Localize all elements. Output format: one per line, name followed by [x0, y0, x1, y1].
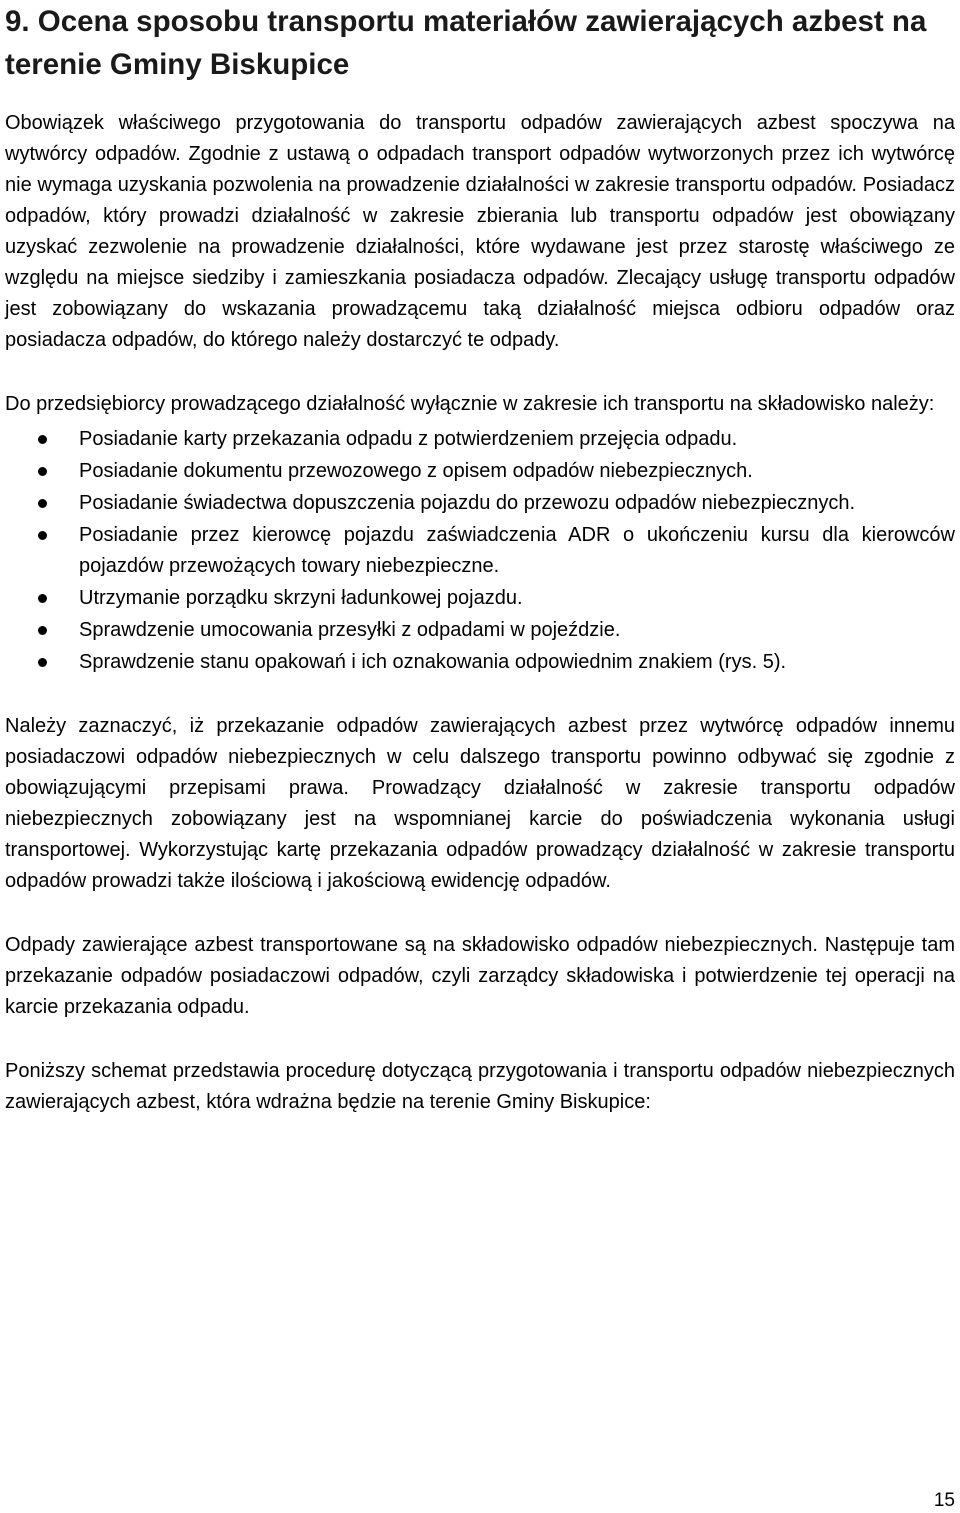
list-item [5, 520, 955, 582]
list-item-text: Posiadanie karty przekazania odpadu z potwierdzeniem przejęcia odpadu. [79, 428, 738, 450]
list-item-text: Posiadanie dokumentu przewozowego z opisem odpadów niebezpiecznych. [79, 460, 753, 482]
bullet-icon [38, 531, 47, 540]
paragraph-scheme-intro: Poniższy schemat przedstawia procedurę dotyczącą przygotowania i transportu odpadów niebezpiecznych zawierających azbest, która wdrażna będzie na terenie Gminy Biskupice: [5, 1060, 955, 1113]
bullet-icon [38, 435, 47, 444]
bullet-icon [38, 626, 47, 635]
list-item [5, 488, 955, 519]
carrier-duties-list [5, 424, 955, 678]
list-item-text: Posiadanie przez kierowcę pojazdu zaświadczenia ADR o ukończeniu kursu dla kierowców pojazdów przewożących towary niebezpieczne. [79, 524, 955, 577]
paragraph-carrier-duties-intro: Do przedsiębiorcy prowadzącego działalność wyłącznie w zakresie ich transportu na składowisko należy: [5, 393, 935, 415]
bullet-icon [38, 594, 47, 603]
paragraph-handover-rules: Należy zaznaczyć, iż przekazanie odpadów zawierających azbest przez wytwórcę odpadów innemu posiadaczowi odpadów niebezpiecznych w celu dalszego transportu powinno odbywać się zgodnie z obowiązującymi przepisami prawa. Prowadzący działalność w zakresie transportu odpadów niebezpiecznych zobowiązany jest na wspomnianej karcie do poświadczenia wykonania usługi transportowej. Wykorzystując kartę przekazania odpadów prowadzący działalność w zakresie transportu odpadów prowadzi także ilościową i jakościową ewidencję odpadów. [5, 715, 955, 892]
list-item-text: Sprawdzenie stanu opakowań i ich oznakowania odpowiednim znakiem (rys. 5). [79, 651, 787, 673]
list-item [5, 424, 955, 455]
list-item [5, 583, 955, 614]
section-heading: 9. Ocena sposobu transportu materiałów zawierających azbest na terenie Gminy Biskupice [5, 5, 927, 81]
bullet-icon [38, 658, 47, 667]
page-number: 15 [933, 1490, 955, 1511]
bullet-icon [38, 499, 47, 508]
list-item [5, 615, 955, 646]
document-page [5, 0, 955, 1118]
paragraph-landfill: Odpady zawierające azbest transportowane są na składowisko odpadów niebezpiecznych. Następuje tam przekazanie odpadów posiadaczowi odpadów, czyli zarządcy składowiska i potwierdzenie tej operacji na karcie przekazania odpadu. [5, 934, 955, 1018]
bullet-icon [38, 467, 47, 476]
list-item [5, 647, 955, 678]
list-item-text: Posiadanie świadectwa dopuszczenia pojazdu do przewozu odpadów niebezpiecznych. [79, 492, 856, 514]
list-item [5, 456, 955, 487]
paragraph-transport-obligations: Obowiązek właściwego przygotowania do transportu odpadów zawierających azbest spoczywa na wytwórcy odpadów. Zgodnie z ustawą o odpadach transport odpadów wytworzonych przez ich wytwórcę nie wymaga uzyskania pozwolenia na prowadzenie działalności w zakresie transportu odpadów. Posiadacz odpadów, który prowadzi działalność w zakresie zbierania lub transportu odpadów jest obowiązany uzyskać zezwolenie na prowadzenie działalności, które wydawane jest przez starostę właściwego ze względu na miejsce siedziby i zamieszkania posiadacza odpadów. Zlecający usługę transportu odpadów jest zobowiązany do wskazania prowadzącemu taką działalność miejsca odbioru odpadów oraz posiadacza odpadów, do którego należy dostarczyć te odpady. [5, 112, 955, 351]
list-item-text: Utrzymanie porządku skrzyni ładunkowej pojazdu. [79, 587, 523, 609]
list-item-text: Sprawdzenie umocowania przesyłki z odpadami w pojeździe. [79, 619, 621, 641]
